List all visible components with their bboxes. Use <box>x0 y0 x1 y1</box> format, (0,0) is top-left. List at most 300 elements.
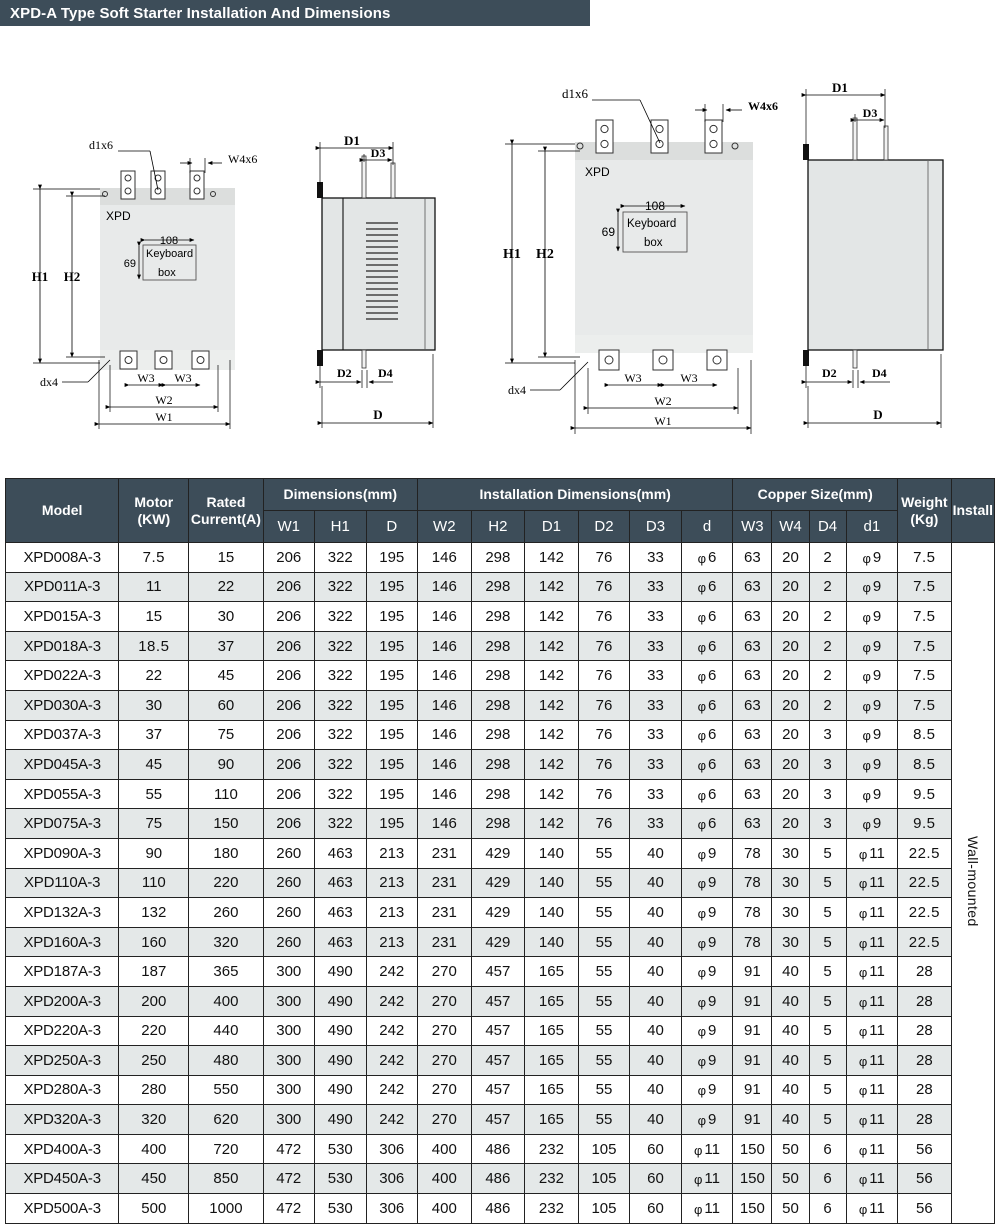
table-row <box>6 1164 995 1194</box>
cell-model: XPD187A-3 <box>6 957 119 987</box>
cell-d1: 142 <box>525 543 579 573</box>
cell-model: XPD022A-3 <box>6 661 119 691</box>
cell-d3: 60 <box>630 1134 682 1164</box>
cell-d4: 5 <box>809 957 846 987</box>
cell-model: XPD320A-3 <box>6 1105 119 1135</box>
cell-h1: 322 <box>315 809 367 839</box>
cell-d-hole: φ 6 <box>681 602 733 632</box>
col-d1: D1 <box>525 511 579 543</box>
cell-d-hole: φ 9 <box>681 1016 733 1046</box>
cell-h1: 490 <box>315 1105 367 1135</box>
cell-w3: 63 <box>733 631 772 661</box>
table-row <box>6 986 995 1016</box>
cell-d1: 142 <box>525 779 579 809</box>
cell-d: 306 <box>366 1194 418 1224</box>
cell-d: 195 <box>366 809 418 839</box>
cell-w1: 206 <box>263 543 315 573</box>
cell-motor: 450 <box>119 1164 189 1194</box>
cell-w2: 231 <box>418 927 472 957</box>
cell-motor: 11 <box>119 572 189 602</box>
cell-d3: 40 <box>630 986 682 1016</box>
cell-w1: 206 <box>263 809 315 839</box>
cell-d2: 105 <box>578 1164 630 1194</box>
cell-d1: 140 <box>525 868 579 898</box>
cell-d3: 40 <box>630 898 682 928</box>
specifications-table <box>5 478 995 1224</box>
label-brand-view3: XPD <box>585 165 610 179</box>
cell-h1: 463 <box>315 838 367 868</box>
cell-motor: 110 <box>119 868 189 898</box>
cell-w2: 146 <box>418 543 472 573</box>
cell-d1-hole: φ 9 <box>846 543 898 573</box>
cell-w3: 150 <box>733 1194 772 1224</box>
cell-d1-hole: φ 9 <box>846 572 898 602</box>
table-header-row-1 <box>6 479 995 511</box>
cell-w3: 63 <box>733 750 772 780</box>
cell-w4: 40 <box>772 1046 809 1076</box>
cell-d3: 33 <box>630 631 682 661</box>
cell-d-hole: φ 6 <box>681 690 733 720</box>
cell-w4: 20 <box>772 750 809 780</box>
cell-current: 37 <box>189 631 263 661</box>
cell-d3: 33 <box>630 690 682 720</box>
cell-w3: 91 <box>733 1016 772 1046</box>
cell-weight: 7.5 <box>898 572 952 602</box>
label-w4x6-view1: W4x6 <box>228 152 258 166</box>
cell-w2: 270 <box>418 1046 472 1076</box>
cell-d4: 3 <box>809 750 846 780</box>
cell-current: 110 <box>189 779 263 809</box>
cell-w3: 78 <box>733 927 772 957</box>
cell-w1: 472 <box>263 1134 315 1164</box>
cell-motor: 500 <box>119 1194 189 1224</box>
cell-current: 180 <box>189 838 263 868</box>
cell-d3: 40 <box>630 957 682 987</box>
cell-h2: 298 <box>471 661 525 691</box>
cell-d1: 165 <box>525 957 579 987</box>
table-row <box>6 1194 995 1224</box>
col-w1: W1 <box>263 511 315 543</box>
cell-install-method <box>951 543 994 1224</box>
cell-d3: 33 <box>630 602 682 632</box>
cell-d: 195 <box>366 631 418 661</box>
drawings-svg <box>0 30 1000 460</box>
cell-d1-hole: φ 9 <box>846 720 898 750</box>
cell-d-hole: φ 6 <box>681 543 733 573</box>
cell-d: 242 <box>366 957 418 987</box>
cell-model: XPD018A-3 <box>6 631 119 661</box>
label-d3-view4: D3 <box>862 106 878 120</box>
cell-motor: 400 <box>119 1134 189 1164</box>
cell-motor: 55 <box>119 779 189 809</box>
label-keyboard-box-view3: box <box>644 237 663 249</box>
cell-d4: 6 <box>809 1164 846 1194</box>
cell-current: 620 <box>189 1105 263 1135</box>
cell-weight: 9.5 <box>898 779 952 809</box>
cell-weight: 22.5 <box>898 927 952 957</box>
cell-w2: 146 <box>418 602 472 632</box>
cell-d1-hole: φ 9 <box>846 602 898 632</box>
cell-weight: 28 <box>898 1016 952 1046</box>
label-h2-view3: H2 <box>536 247 554 262</box>
cell-d1-hole: φ 11 <box>846 1164 898 1194</box>
cell-w1: 300 <box>263 957 315 987</box>
cell-d1-hole: φ 11 <box>846 868 898 898</box>
cell-d1: 165 <box>525 1075 579 1105</box>
col-motor-kw <box>119 479 189 543</box>
cell-d: 213 <box>366 898 418 928</box>
cell-d-hole: φ 9 <box>681 986 733 1016</box>
cell-h2: 429 <box>471 927 525 957</box>
cell-d3: 40 <box>630 927 682 957</box>
table-row <box>6 1016 995 1046</box>
cell-w4: 40 <box>772 1016 809 1046</box>
cell-w1: 260 <box>263 927 315 957</box>
cell-weight: 56 <box>898 1194 952 1224</box>
cell-motor: 7.5 <box>119 543 189 573</box>
label-w1-view3: W1 <box>654 414 672 428</box>
cell-h1: 530 <box>315 1194 367 1224</box>
cell-w4: 50 <box>772 1134 809 1164</box>
cell-model: XPD090A-3 <box>6 838 119 868</box>
cell-d: 306 <box>366 1134 418 1164</box>
cell-weight: 28 <box>898 1075 952 1105</box>
cell-w1: 472 <box>263 1194 315 1224</box>
cell-current: 440 <box>189 1016 263 1046</box>
label-w3-right-view3: W3 <box>680 371 698 385</box>
col-h1: H1 <box>315 511 367 543</box>
cell-d1-hole: φ 11 <box>846 927 898 957</box>
cell-weight: 7.5 <box>898 602 952 632</box>
cell-h1: 530 <box>315 1164 367 1194</box>
cell-w4: 20 <box>772 572 809 602</box>
label-brand-view1: XPD <box>106 209 131 223</box>
cell-d2: 76 <box>578 690 630 720</box>
label-108-view3: 108 <box>644 199 666 213</box>
cell-w4: 50 <box>772 1194 809 1224</box>
cell-d-hole: φ 9 <box>681 1105 733 1135</box>
cell-d4: 2 <box>809 661 846 691</box>
cell-d: 195 <box>366 602 418 632</box>
cell-d2: 55 <box>578 838 630 868</box>
cell-d2: 55 <box>578 898 630 928</box>
cell-d4: 5 <box>809 898 846 928</box>
cell-h1: 490 <box>315 986 367 1016</box>
cell-d1: 232 <box>525 1194 579 1224</box>
cell-h1: 322 <box>315 572 367 602</box>
cell-d4: 3 <box>809 779 846 809</box>
table-row <box>6 690 995 720</box>
cell-d3: 40 <box>630 1016 682 1046</box>
label-d3-view2: D3 <box>370 146 386 160</box>
table-row <box>6 927 995 957</box>
cell-w3: 78 <box>733 898 772 928</box>
cell-d-hole: φ 9 <box>681 1075 733 1105</box>
table-row <box>6 868 995 898</box>
cell-model: XPD110A-3 <box>6 868 119 898</box>
col-w3: W3 <box>733 511 772 543</box>
label-d2-view4: D2 <box>822 366 837 380</box>
cell-d4: 2 <box>809 631 846 661</box>
cell-d4: 2 <box>809 572 846 602</box>
cell-w1: 206 <box>263 661 315 691</box>
cell-w3: 91 <box>733 1075 772 1105</box>
cell-d2: 76 <box>578 572 630 602</box>
label-d1-view2: D1 <box>344 133 360 148</box>
cell-w2: 146 <box>418 572 472 602</box>
cell-model: XPD008A-3 <box>6 543 119 573</box>
cell-weight: 22.5 <box>898 868 952 898</box>
cell-model: XPD220A-3 <box>6 1016 119 1046</box>
cell-h1: 463 <box>315 868 367 898</box>
table-row <box>6 1134 995 1164</box>
col-d4: D4 <box>809 511 846 543</box>
cell-h1: 322 <box>315 661 367 691</box>
cell-d-hole: φ 9 <box>681 927 733 957</box>
table-row <box>6 572 995 602</box>
cell-d-hole: φ 6 <box>681 720 733 750</box>
cell-w2: 270 <box>418 1016 472 1046</box>
cell-d2: 55 <box>578 1075 630 1105</box>
cell-w4: 30 <box>772 838 809 868</box>
table-row <box>6 898 995 928</box>
cell-w2: 146 <box>418 661 472 691</box>
cell-d: 242 <box>366 986 418 1016</box>
cell-h1: 322 <box>315 631 367 661</box>
cell-d1: 142 <box>525 720 579 750</box>
cell-w1: 472 <box>263 1164 315 1194</box>
cell-d: 213 <box>366 868 418 898</box>
cell-d1: 142 <box>525 661 579 691</box>
cell-d1-hole: φ 11 <box>846 1075 898 1105</box>
cell-weight: 28 <box>898 1105 952 1135</box>
cell-d: 242 <box>366 1105 418 1135</box>
cell-h1: 490 <box>315 1075 367 1105</box>
cell-d-hole: φ 9 <box>681 898 733 928</box>
cell-d1: 140 <box>525 898 579 928</box>
cell-h1: 322 <box>315 720 367 750</box>
table-row <box>6 1046 995 1076</box>
label-keyboard-view3: Keyboard <box>627 218 677 230</box>
cell-d4: 6 <box>809 1194 846 1224</box>
cell-current: 45 <box>189 661 263 691</box>
col-w2: W2 <box>418 511 472 543</box>
label-108-view1: 108 <box>159 235 179 247</box>
cell-w1: 206 <box>263 720 315 750</box>
cell-h2: 486 <box>471 1164 525 1194</box>
cell-d1-hole: φ 11 <box>846 838 898 868</box>
cell-model: XPD200A-3 <box>6 986 119 1016</box>
cell-d1-hole: φ 11 <box>846 1134 898 1164</box>
cell-w2: 146 <box>418 809 472 839</box>
cell-w2: 146 <box>418 631 472 661</box>
cell-w4: 30 <box>772 927 809 957</box>
cell-h2: 298 <box>471 631 525 661</box>
cell-w2: 270 <box>418 1105 472 1135</box>
cell-w1: 206 <box>263 602 315 632</box>
cell-d: 242 <box>366 1016 418 1046</box>
cell-d4: 2 <box>809 690 846 720</box>
cell-w1: 206 <box>263 779 315 809</box>
specifications-table-container <box>5 478 995 1224</box>
cell-h1: 322 <box>315 750 367 780</box>
col-rated-unit: Current(A) <box>190 510 261 527</box>
cell-d2: 105 <box>578 1134 630 1164</box>
col-rated-label: Rated <box>206 494 246 511</box>
cell-d3: 40 <box>630 868 682 898</box>
table-row <box>6 750 995 780</box>
cell-weight: 22.5 <box>898 898 952 928</box>
table-row <box>6 779 995 809</box>
cell-w1: 206 <box>263 750 315 780</box>
cell-d3: 33 <box>630 661 682 691</box>
cell-d2: 76 <box>578 720 630 750</box>
table-row <box>6 602 995 632</box>
cell-model: XPD011A-3 <box>6 572 119 602</box>
cell-d4: 3 <box>809 720 846 750</box>
cell-d-hole: φ 11 <box>681 1134 733 1164</box>
cell-d3: 33 <box>630 543 682 573</box>
label-w3-left-view3: W3 <box>624 371 642 385</box>
cell-d-hole: φ 6 <box>681 779 733 809</box>
cell-h2: 298 <box>471 779 525 809</box>
cell-weight: 9.5 <box>898 809 952 839</box>
cell-current: 365 <box>189 957 263 987</box>
label-w2-view3: W2 <box>654 394 672 408</box>
cell-w3: 63 <box>733 809 772 839</box>
cell-d2: 105 <box>578 1194 630 1224</box>
cell-w2: 270 <box>418 1075 472 1105</box>
cell-d4: 6 <box>809 1134 846 1164</box>
cell-model: XPD500A-3 <box>6 1194 119 1224</box>
cell-d-hole: φ 6 <box>681 572 733 602</box>
cell-h1: 463 <box>315 898 367 928</box>
cell-d3: 40 <box>630 1046 682 1076</box>
col-weight-label: Weight <box>901 494 948 511</box>
cell-d-hole: φ 9 <box>681 957 733 987</box>
cell-d1-hole: φ 9 <box>846 779 898 809</box>
cell-w3: 150 <box>733 1134 772 1164</box>
label-h1-view3: H1 <box>503 247 521 262</box>
label-d1-view4: D1 <box>832 80 848 95</box>
table-row <box>6 1105 995 1135</box>
cell-motor: 45 <box>119 750 189 780</box>
cell-current: 220 <box>189 868 263 898</box>
cell-d1: 142 <box>525 572 579 602</box>
table-row <box>6 543 995 573</box>
table-row <box>6 838 995 868</box>
cell-w4: 50 <box>772 1164 809 1194</box>
label-d2-view2: D2 <box>337 366 352 380</box>
cell-d1-hole: φ 11 <box>846 1194 898 1224</box>
cell-model: XPD132A-3 <box>6 898 119 928</box>
label-keyboard-box-view1: box <box>158 267 176 279</box>
cell-h2: 457 <box>471 1046 525 1076</box>
cell-d: 195 <box>366 750 418 780</box>
cell-d1: 142 <box>525 602 579 632</box>
cell-w2: 231 <box>418 868 472 898</box>
cell-d: 306 <box>366 1164 418 1194</box>
cell-d-hole: φ 6 <box>681 809 733 839</box>
table-row <box>6 661 995 691</box>
cell-w3: 91 <box>733 957 772 987</box>
table-header <box>6 479 995 543</box>
cell-d1: 165 <box>525 1046 579 1076</box>
cell-d4: 5 <box>809 838 846 868</box>
cell-d2: 76 <box>578 661 630 691</box>
cell-w3: 63 <box>733 779 772 809</box>
cell-d-hole: φ 6 <box>681 631 733 661</box>
label-dx4-view1: dx4 <box>40 375 58 389</box>
cell-d4: 5 <box>809 1105 846 1135</box>
cell-d: 242 <box>366 1075 418 1105</box>
cell-current: 480 <box>189 1046 263 1076</box>
view-front-small <box>33 151 235 429</box>
cell-w1: 300 <box>263 1075 315 1105</box>
cell-motor: 220 <box>119 1016 189 1046</box>
cell-w4: 20 <box>772 631 809 661</box>
cell-d2: 55 <box>578 1046 630 1076</box>
cell-w2: 400 <box>418 1194 472 1224</box>
cell-weight: 56 <box>898 1134 952 1164</box>
cell-w1: 206 <box>263 631 315 661</box>
cell-h1: 322 <box>315 690 367 720</box>
cell-h1: 322 <box>315 602 367 632</box>
dimension-drawings <box>0 30 1000 460</box>
cell-d4: 5 <box>809 1075 846 1105</box>
cell-d: 195 <box>366 779 418 809</box>
cell-w3: 91 <box>733 1105 772 1135</box>
cell-motor: 15 <box>119 602 189 632</box>
cell-motor: 132 <box>119 898 189 928</box>
label-w2-view1: W2 <box>155 393 173 407</box>
cell-w1: 300 <box>263 1046 315 1076</box>
label-w3-left-view1: W3 <box>137 371 155 385</box>
cell-d1-hole: φ 11 <box>846 986 898 1016</box>
cell-w1: 260 <box>263 898 315 928</box>
cell-d1: 232 <box>525 1134 579 1164</box>
cell-d1: 142 <box>525 809 579 839</box>
col-weight-unit: (Kg) <box>910 510 939 527</box>
cell-d1: 142 <box>525 690 579 720</box>
cell-w1: 260 <box>263 868 315 898</box>
cell-w3: 63 <box>733 572 772 602</box>
cell-d4: 5 <box>809 1046 846 1076</box>
cell-current: 30 <box>189 602 263 632</box>
cell-motor: 187 <box>119 957 189 987</box>
cell-h2: 457 <box>471 986 525 1016</box>
cell-d3: 33 <box>630 720 682 750</box>
col-model: Model <box>6 479 119 543</box>
cell-w4: 20 <box>772 661 809 691</box>
col-h2: H2 <box>471 511 525 543</box>
cell-w4: 40 <box>772 986 809 1016</box>
label-d4-view2: D4 <box>378 366 393 380</box>
view-side-vented <box>317 142 435 428</box>
cell-d3: 33 <box>630 750 682 780</box>
cell-d: 213 <box>366 838 418 868</box>
cell-weight: 8.5 <box>898 720 952 750</box>
cell-w2: 400 <box>418 1164 472 1194</box>
cell-d-hole: φ 11 <box>681 1194 733 1224</box>
cell-current: 150 <box>189 809 263 839</box>
cell-model: XPD160A-3 <box>6 927 119 957</box>
cell-d1-hole: φ 11 <box>846 1016 898 1046</box>
table-body <box>6 543 995 1224</box>
cell-w2: 146 <box>418 779 472 809</box>
cell-d-hole: φ 9 <box>681 868 733 898</box>
cell-w3: 91 <box>733 1046 772 1076</box>
